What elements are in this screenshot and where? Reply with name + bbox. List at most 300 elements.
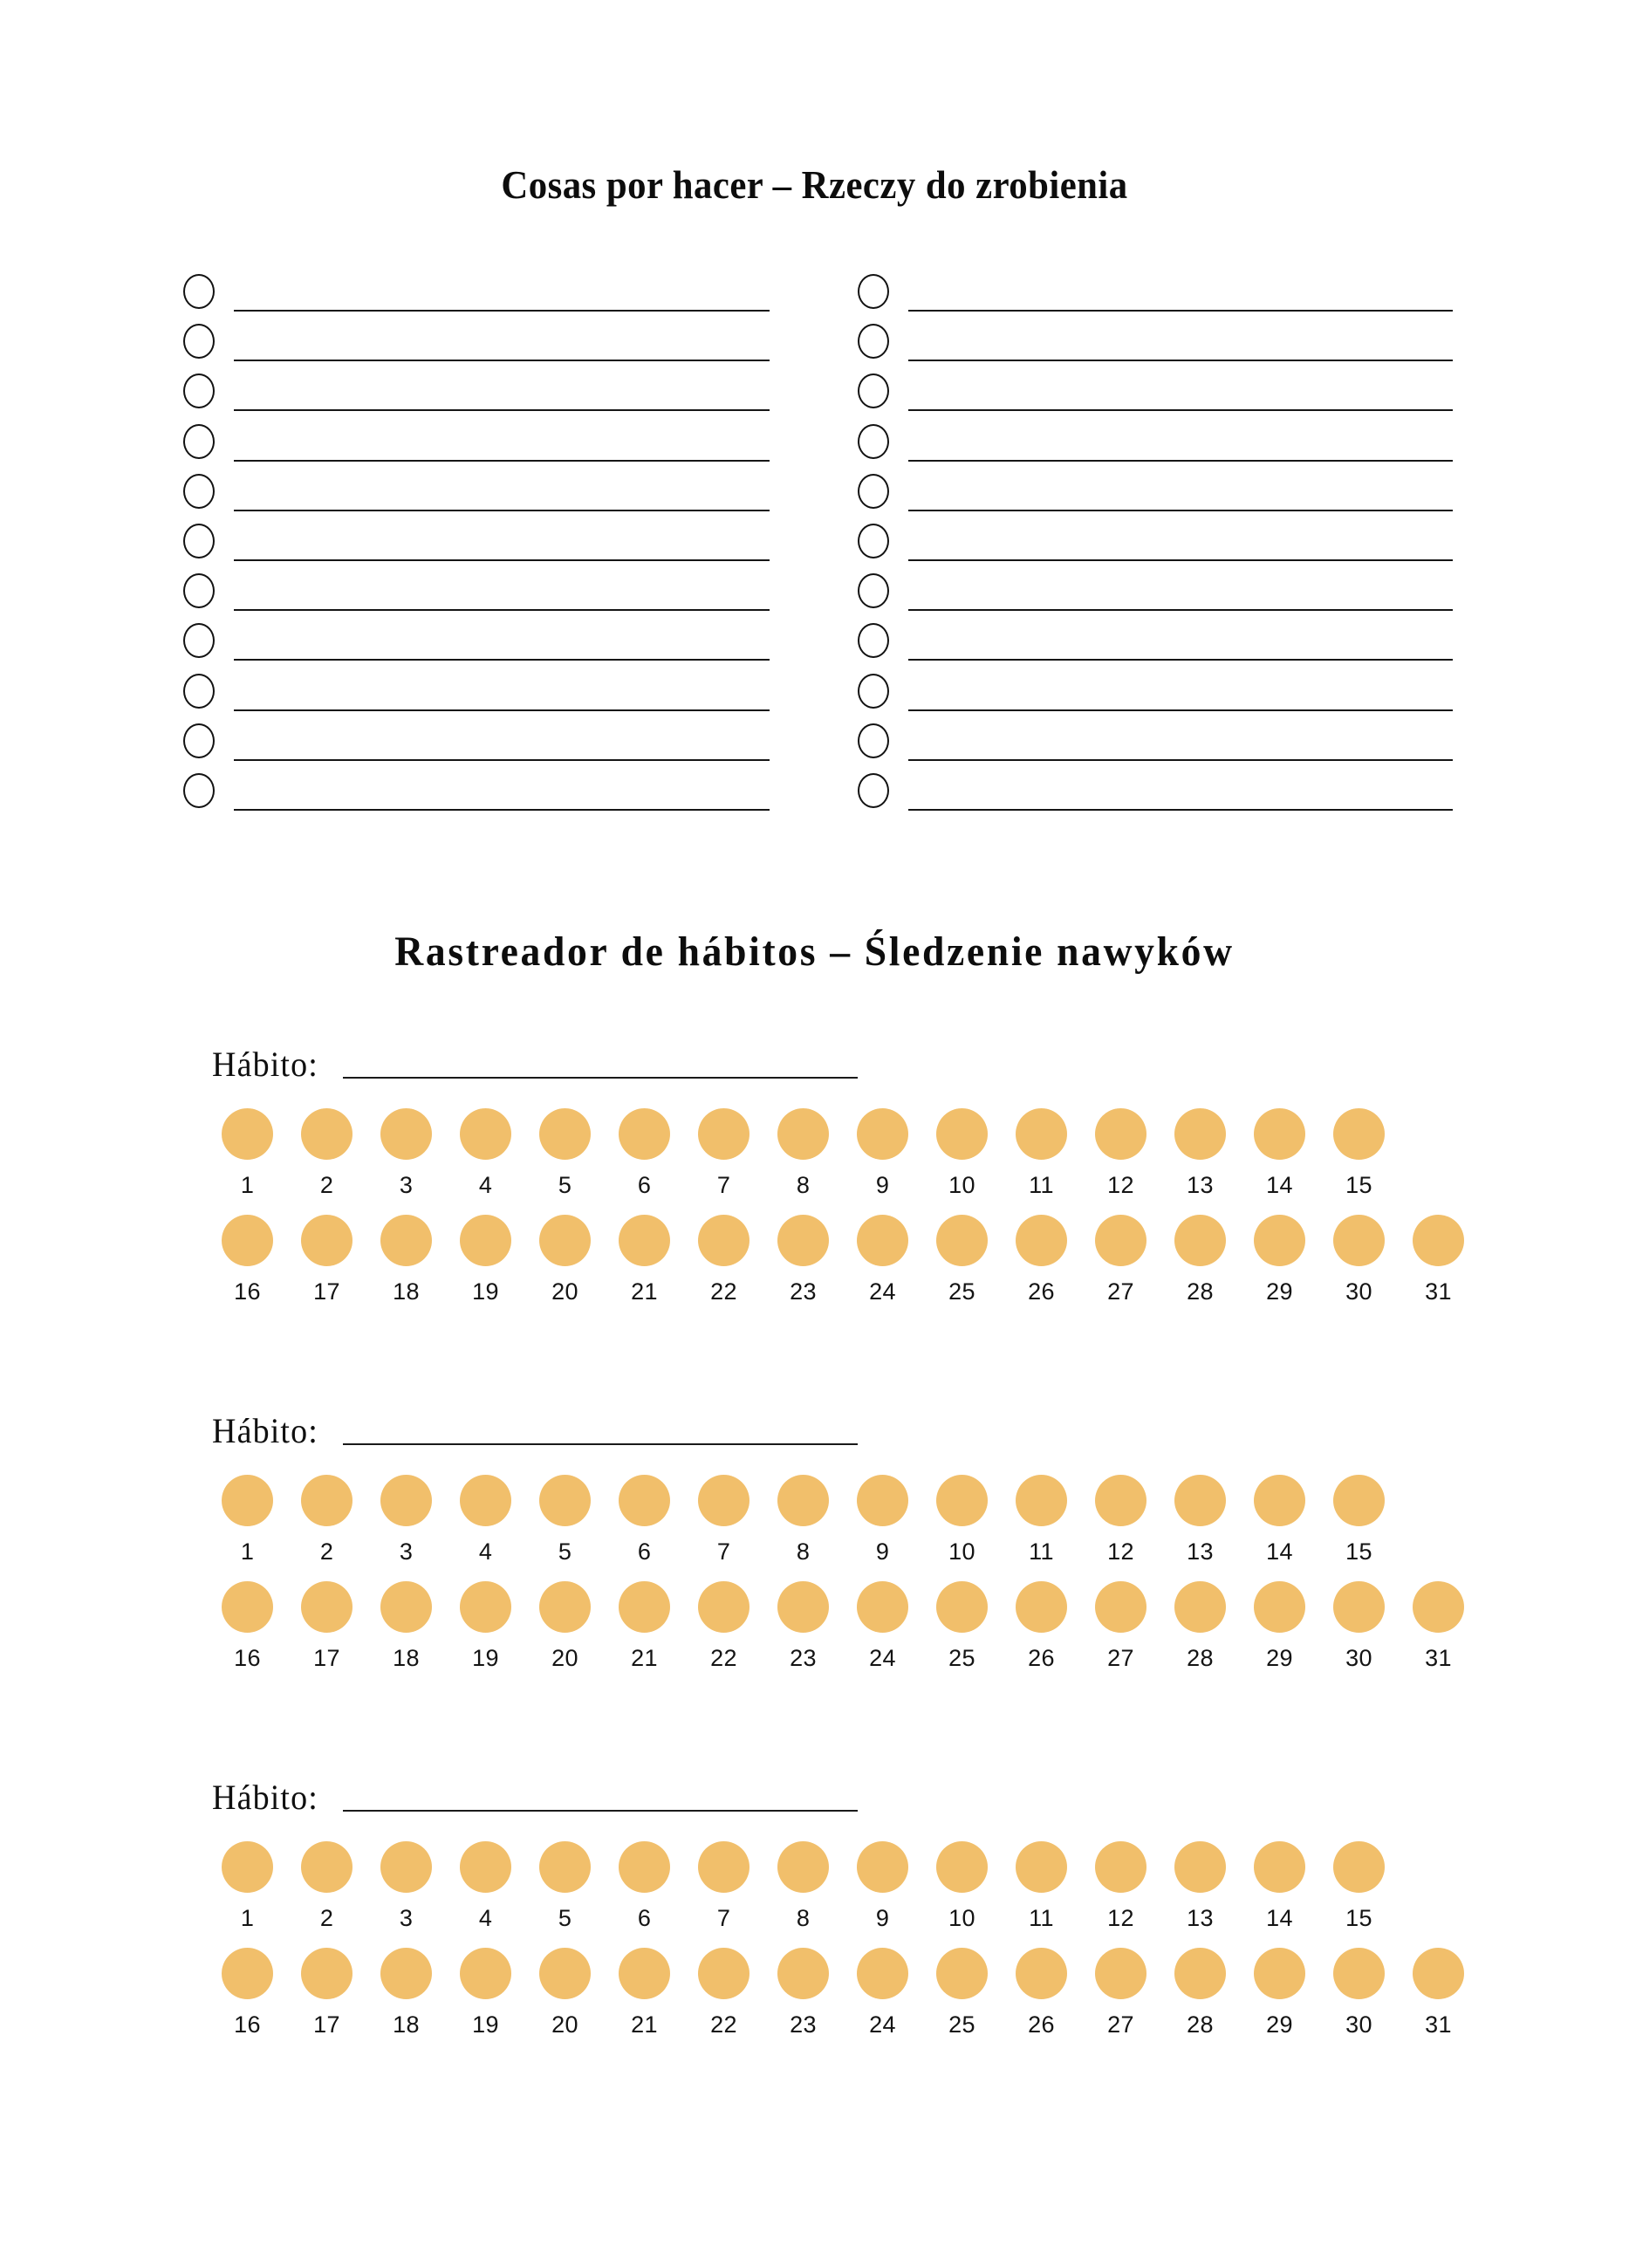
habit-day-cell[interactable] xyxy=(525,1581,605,1670)
habit-day-cell[interactable] xyxy=(843,1948,922,2037)
habit-day-cell[interactable] xyxy=(763,1215,843,1304)
habit-day-dot[interactable] xyxy=(936,1108,988,1160)
checkbox-circle-icon[interactable] xyxy=(183,674,215,709)
habit-day-cell[interactable] xyxy=(287,1841,366,1930)
habit-day-cell[interactable] xyxy=(763,1581,843,1670)
habit-label: Hábito: xyxy=(212,1045,318,1084)
habit-day-dot[interactable] xyxy=(222,1948,273,1999)
habit-day-dot[interactable] xyxy=(698,1841,749,1893)
todo-write-line[interactable] xyxy=(908,460,1453,462)
habit-day-dot[interactable] xyxy=(539,1581,591,1633)
habit-day-cell[interactable] xyxy=(1319,1475,1399,1564)
habit-day-dot[interactable] xyxy=(380,1215,432,1266)
checkbox-circle-icon[interactable] xyxy=(183,773,215,808)
habit-day-number: 14 xyxy=(1266,1172,1293,1198)
habit-name-input-line[interactable] xyxy=(343,1077,858,1079)
todo-write-line[interactable] xyxy=(234,310,770,312)
habit-day-cell[interactable] xyxy=(208,1108,287,1197)
todo-write-line[interactable] xyxy=(908,659,1453,661)
habit-day-dot[interactable] xyxy=(1413,1215,1464,1266)
checkbox-circle-icon[interactable] xyxy=(858,723,889,758)
habit-day-dot[interactable] xyxy=(301,1475,352,1526)
habit-day-cell[interactable] xyxy=(1081,1948,1160,2037)
habit-day-cell[interactable] xyxy=(208,1841,287,1930)
habit-day-cell[interactable] xyxy=(922,1475,1002,1564)
habit-day-number: 18 xyxy=(393,1645,420,1671)
habit-day-dot[interactable] xyxy=(857,1581,908,1633)
checkbox-circle-icon[interactable] xyxy=(858,623,889,658)
habit-day-cell[interactable] xyxy=(1240,1108,1319,1197)
todo-row xyxy=(858,720,1453,770)
habit-label: Hábito: xyxy=(212,1778,318,1817)
habit-day-number: 10 xyxy=(948,1538,975,1565)
todo-write-line[interactable] xyxy=(234,510,770,511)
habit-day-number: 9 xyxy=(875,1538,890,1565)
todo-write-line[interactable] xyxy=(234,460,770,462)
todo-row xyxy=(183,520,770,570)
todo-write-line[interactable] xyxy=(234,709,770,711)
habit-day-cell[interactable] xyxy=(366,1948,446,2037)
todo-write-line[interactable] xyxy=(908,559,1453,561)
habit-day-dot[interactable] xyxy=(619,1215,670,1266)
habit-day-cell[interactable] xyxy=(366,1215,446,1304)
habit-day-number: 19 xyxy=(472,2011,499,2038)
habit-day-cell[interactable] xyxy=(605,1948,684,2037)
habit-day-dot[interactable] xyxy=(619,1581,670,1633)
checkbox-circle-icon[interactable] xyxy=(858,373,889,408)
habit-day-cell[interactable] xyxy=(446,1581,525,1670)
habit-day-dot[interactable] xyxy=(619,1475,670,1526)
habit-day-number: 7 xyxy=(716,1905,731,1931)
habit-day-cell[interactable] xyxy=(684,1108,763,1197)
habit-day-number: 2 xyxy=(319,1538,334,1565)
checkbox-circle-icon[interactable] xyxy=(183,723,215,758)
habit-day-dot[interactable] xyxy=(539,1108,591,1160)
habit-day-cell[interactable] xyxy=(1399,1581,1478,1670)
habit-day-dot[interactable] xyxy=(777,1475,829,1526)
habit-day-dot[interactable] xyxy=(380,1841,432,1893)
habit-day-cell[interactable] xyxy=(1160,1215,1240,1304)
habit-day-cell[interactable] xyxy=(684,1215,763,1304)
habit-day-cell[interactable] xyxy=(1002,1215,1081,1304)
habit-day-cell[interactable] xyxy=(605,1215,684,1304)
habit-day-cell[interactable] xyxy=(366,1581,446,1670)
habit-day-dot[interactable] xyxy=(1095,1215,1146,1266)
habit-day-dot[interactable] xyxy=(1016,1581,1067,1633)
habit-day-row xyxy=(208,1581,1478,1670)
habit-day-cell[interactable] xyxy=(1240,1475,1319,1564)
habit-day-dot[interactable] xyxy=(936,1581,988,1633)
habit-day-number: 14 xyxy=(1266,1538,1293,1565)
habit-day-dot[interactable] xyxy=(301,1108,352,1160)
habit-day-cell[interactable] xyxy=(208,1581,287,1670)
habit-day-cell[interactable] xyxy=(1240,1581,1319,1670)
habit-day-number: 11 xyxy=(1029,1538,1054,1565)
habit-day-cell[interactable] xyxy=(1160,1108,1240,1197)
habit-day-dot[interactable] xyxy=(1333,1108,1385,1160)
habit-day-cell[interactable] xyxy=(525,1475,605,1564)
habit-day-number: 19 xyxy=(472,1278,499,1305)
habit-day-cell[interactable] xyxy=(525,1215,605,1304)
checkbox-circle-icon[interactable] xyxy=(858,274,889,309)
habit-day-dot[interactable] xyxy=(777,1108,829,1160)
todo-section xyxy=(0,0,1629,873)
habit-day-dot[interactable] xyxy=(1333,1581,1385,1633)
habit-day-dot[interactable] xyxy=(1413,1948,1464,1999)
habit-day-cell[interactable] xyxy=(605,1581,684,1670)
checkbox-circle-icon[interactable] xyxy=(858,474,889,509)
checkbox-circle-icon[interactable] xyxy=(858,424,889,459)
habit-tracker-section-title: Rastreador de hábitos – Śledzenie nawyków xyxy=(394,928,1235,975)
habit-day-dot[interactable] xyxy=(380,1108,432,1160)
todo-write-line[interactable] xyxy=(234,809,770,811)
habit-day-dot[interactable] xyxy=(539,1948,591,1999)
habit-name-input-line[interactable] xyxy=(343,1810,858,1812)
habit-day-number: 31 xyxy=(1425,1645,1452,1671)
habit-day-cell[interactable] xyxy=(843,1215,922,1304)
habit-day-number: 3 xyxy=(399,1172,414,1198)
habit-day-cell[interactable] xyxy=(1240,1215,1319,1304)
habit-day-dot[interactable] xyxy=(222,1215,273,1266)
habit-day-cell[interactable] xyxy=(366,1108,446,1197)
habit-day-dot[interactable] xyxy=(1333,1948,1385,1999)
habit-day-dot[interactable] xyxy=(1254,1215,1305,1266)
habit-day-cell[interactable] xyxy=(446,1215,525,1304)
habit-day-number: 1 xyxy=(240,1538,255,1565)
habit-day-cell[interactable] xyxy=(1002,1581,1081,1670)
habit-day-dot[interactable] xyxy=(460,1215,511,1266)
habit-day-cell[interactable] xyxy=(1160,1581,1240,1670)
habit-day-cell[interactable] xyxy=(1160,1475,1240,1564)
habit-day-dot[interactable] xyxy=(222,1108,273,1160)
habit-day-dot[interactable] xyxy=(222,1475,273,1526)
habit-day-cell[interactable] xyxy=(446,1475,525,1564)
habit-day-cell[interactable] xyxy=(843,1108,922,1197)
habit-day-number: 9 xyxy=(875,1172,890,1198)
habit-day-cell[interactable] xyxy=(1081,1215,1160,1304)
todo-write-line[interactable] xyxy=(234,759,770,761)
habit-day-dot[interactable] xyxy=(619,1841,670,1893)
habit-day-cell[interactable] xyxy=(1081,1841,1160,1930)
habit-day-number: 1 xyxy=(240,1905,255,1931)
habit-day-dot[interactable] xyxy=(380,1475,432,1526)
habit-name-input-line[interactable] xyxy=(343,1443,858,1445)
habit-day-cell[interactable] xyxy=(763,1948,843,2037)
habit-day-dot[interactable] xyxy=(777,1841,829,1893)
todo-write-line[interactable] xyxy=(908,360,1453,361)
todo-row xyxy=(183,470,770,520)
habit-day-number: 25 xyxy=(948,1645,975,1671)
habit-day-dot[interactable] xyxy=(936,1841,988,1893)
habit-day-dot[interactable] xyxy=(698,1108,749,1160)
habit-day-number: 4 xyxy=(478,1172,493,1198)
habit-day-cell[interactable] xyxy=(843,1581,922,1670)
todo-row xyxy=(858,670,1453,720)
habit-day-dot[interactable] xyxy=(619,1948,670,1999)
habit-day-dot[interactable] xyxy=(539,1215,591,1266)
habit-day-cell[interactable] xyxy=(1081,1475,1160,1564)
habit-day-number: 21 xyxy=(631,2011,658,2038)
habit-day-number: 27 xyxy=(1107,2011,1134,2038)
habit-day-cell[interactable] xyxy=(605,1108,684,1197)
habit-day-dot[interactable] xyxy=(698,1948,749,1999)
checkbox-circle-icon[interactable] xyxy=(183,623,215,658)
habit-day-number: 15 xyxy=(1345,1538,1372,1565)
habit-day-dot[interactable] xyxy=(1095,1108,1146,1160)
todo-write-line[interactable] xyxy=(234,409,770,411)
habit-day-number: 28 xyxy=(1187,1278,1214,1305)
todo-write-line[interactable] xyxy=(908,809,1453,811)
todo-row xyxy=(183,320,770,370)
habit-day-cell[interactable] xyxy=(922,1581,1002,1670)
habit-day-dot[interactable] xyxy=(301,1581,352,1633)
habit-day-cell[interactable] xyxy=(763,1108,843,1197)
habit-day-cell[interactable] xyxy=(922,1215,1002,1304)
habit-day-cell[interactable] xyxy=(1002,1475,1081,1564)
habit-day-cell[interactable] xyxy=(1002,1108,1081,1197)
checkbox-circle-icon[interactable] xyxy=(183,524,215,558)
checkbox-circle-icon[interactable] xyxy=(183,474,215,509)
habit-day-number: 13 xyxy=(1187,1538,1214,1565)
habit-day-cell[interactable] xyxy=(1160,1841,1240,1930)
habit-day-cell[interactable] xyxy=(287,1215,366,1304)
habit-day-cell[interactable] xyxy=(1240,1841,1319,1930)
habit-day-dot[interactable] xyxy=(380,1581,432,1633)
habit-day-number: 27 xyxy=(1107,1278,1134,1305)
checkbox-circle-icon[interactable] xyxy=(858,674,889,709)
habit-day-cell[interactable] xyxy=(684,1948,763,2037)
habit-day-cell[interactable] xyxy=(525,1841,605,1930)
habit-day-cell[interactable] xyxy=(287,1581,366,1670)
habit-day-cell[interactable] xyxy=(1160,1948,1240,2037)
checkbox-circle-icon[interactable] xyxy=(183,373,215,408)
habit-day-number: 20 xyxy=(551,1278,578,1305)
habit-day-dot[interactable] xyxy=(777,1948,829,1999)
habit-day-number: 23 xyxy=(790,2011,817,2038)
todo-row xyxy=(858,620,1453,669)
habit-day-number: 12 xyxy=(1107,1172,1134,1198)
habit-day-number: 8 xyxy=(796,1905,811,1931)
habit-day-dot[interactable] xyxy=(380,1948,432,1999)
checkbox-circle-icon[interactable] xyxy=(858,324,889,359)
habit-day-number: 15 xyxy=(1345,1905,1372,1931)
habit-day-cell[interactable] xyxy=(287,1108,366,1197)
habit-day-number: 17 xyxy=(313,1278,340,1305)
checkbox-circle-icon[interactable] xyxy=(858,573,889,608)
habit-day-cell[interactable] xyxy=(287,1948,366,2037)
habit-day-cell[interactable] xyxy=(843,1841,922,1930)
todo-row xyxy=(183,720,770,770)
habit-day-dot[interactable] xyxy=(1095,1581,1146,1633)
habit-day-cell[interactable] xyxy=(1319,1581,1399,1670)
habit-day-dot[interactable] xyxy=(1016,1475,1067,1526)
checkbox-circle-icon[interactable] xyxy=(183,274,215,309)
habit-day-dot[interactable] xyxy=(777,1581,829,1633)
habit-day-dot[interactable] xyxy=(1016,1841,1067,1893)
habit-day-dot[interactable] xyxy=(301,1215,352,1266)
habit-day-dot[interactable] xyxy=(222,1841,273,1893)
todo-write-line[interactable] xyxy=(908,310,1453,312)
habit-day-number: 11 xyxy=(1029,1172,1054,1198)
habit-day-cell[interactable] xyxy=(605,1841,684,1930)
habit-day-cell[interactable] xyxy=(366,1841,446,1930)
habit-day-number: 24 xyxy=(869,2011,896,2038)
habit-day-cell[interactable] xyxy=(684,1841,763,1930)
habit-day-dot[interactable] xyxy=(936,1475,988,1526)
todo-write-line[interactable] xyxy=(234,559,770,561)
habit-day-dot[interactable] xyxy=(698,1215,749,1266)
habit-day-cell[interactable] xyxy=(1319,1215,1399,1304)
habit-day-number: 25 xyxy=(948,1278,975,1305)
todo-row xyxy=(183,570,770,620)
habit-day-number: 28 xyxy=(1187,2011,1214,2038)
habit-day-cell[interactable] xyxy=(525,1108,605,1197)
habit-day-dot[interactable] xyxy=(1174,1215,1226,1266)
habit-day-dot[interactable] xyxy=(539,1475,591,1526)
habit-day-cell[interactable] xyxy=(208,1948,287,2037)
habit-day-dot[interactable] xyxy=(460,1841,511,1893)
habit-day-cell[interactable] xyxy=(922,1948,1002,2037)
habit-day-cell[interactable] xyxy=(287,1475,366,1564)
habit-day-dot[interactable] xyxy=(857,1475,908,1526)
todo-row xyxy=(858,470,1453,520)
habit-day-number: 27 xyxy=(1107,1645,1134,1671)
habit-day-cell[interactable] xyxy=(1319,1108,1399,1197)
habit-day-dot[interactable] xyxy=(1254,1475,1305,1526)
todo-write-line[interactable] xyxy=(908,510,1453,511)
habit-day-number: 25 xyxy=(948,2011,975,2038)
habit-day-cell[interactable] xyxy=(446,1108,525,1197)
habit-day-cell[interactable] xyxy=(922,1108,1002,1197)
habit-day-number: 5 xyxy=(558,1538,572,1565)
habit-day-dot[interactable] xyxy=(857,1948,908,1999)
habit-day-dot[interactable] xyxy=(1333,1215,1385,1266)
habit-day-dot[interactable] xyxy=(1174,1475,1226,1526)
habit-day-dot[interactable] xyxy=(1333,1475,1385,1526)
habit-day-cell[interactable] xyxy=(605,1475,684,1564)
habit-day-cell[interactable] xyxy=(1399,1215,1478,1304)
checkbox-circle-icon[interactable] xyxy=(858,773,889,808)
habit-day-dot[interactable] xyxy=(1174,1841,1226,1893)
habit-day-dot[interactable] xyxy=(1413,1581,1464,1633)
habit-day-dot[interactable] xyxy=(857,1841,908,1893)
habit-day-dot[interactable] xyxy=(936,1215,988,1266)
habit-day-cell[interactable] xyxy=(446,1841,525,1930)
habit-day-dot[interactable] xyxy=(1016,1215,1067,1266)
habit-day-number: 30 xyxy=(1345,1278,1372,1305)
habit-day-dot[interactable] xyxy=(1254,1581,1305,1633)
habit-day-row xyxy=(208,1215,1478,1304)
habit-day-cell[interactable] xyxy=(366,1475,446,1564)
habit-day-cell[interactable] xyxy=(684,1475,763,1564)
habit-day-cell[interactable] xyxy=(1081,1581,1160,1670)
habit-day-number: 28 xyxy=(1187,1645,1214,1671)
todo-write-line[interactable] xyxy=(908,609,1453,611)
habit-day-cell[interactable] xyxy=(1081,1108,1160,1197)
todo-write-line[interactable] xyxy=(234,360,770,361)
habit-day-dot[interactable] xyxy=(460,1108,511,1160)
habit-day-cell[interactable] xyxy=(763,1841,843,1930)
todo-write-line[interactable] xyxy=(908,409,1453,411)
habit-day-number: 16 xyxy=(234,2011,261,2038)
habit-day-cell[interactable] xyxy=(763,1475,843,1564)
habit-day-row xyxy=(208,1108,1399,1197)
habit-day-cell[interactable] xyxy=(1319,1841,1399,1930)
todo-row xyxy=(858,271,1453,320)
habit-day-dot[interactable] xyxy=(1174,1948,1226,1999)
habit-name-row xyxy=(212,1394,858,1449)
habit-day-cell[interactable] xyxy=(1240,1948,1319,2037)
checkbox-circle-icon[interactable] xyxy=(183,324,215,359)
habit-day-dot[interactable] xyxy=(1016,1108,1067,1160)
habit-day-dot[interactable] xyxy=(1333,1841,1385,1893)
todo-write-line[interactable] xyxy=(908,709,1453,711)
habit-day-dot[interactable] xyxy=(698,1475,749,1526)
habit-day-dot[interactable] xyxy=(460,1948,511,1999)
habit-day-cell[interactable] xyxy=(922,1841,1002,1930)
habit-day-dot[interactable] xyxy=(936,1948,988,1999)
habit-day-cell[interactable] xyxy=(525,1948,605,2037)
habit-day-dot[interactable] xyxy=(460,1581,511,1633)
checkbox-circle-icon[interactable] xyxy=(858,524,889,558)
habit-day-number: 24 xyxy=(869,1645,896,1671)
checkbox-circle-icon[interactable] xyxy=(183,424,215,459)
habit-day-dot[interactable] xyxy=(1016,1948,1067,1999)
todo-row xyxy=(858,520,1453,570)
habit-day-dot[interactable] xyxy=(1254,1108,1305,1160)
habit-day-dot[interactable] xyxy=(1095,1475,1146,1526)
habit-day-number: 21 xyxy=(631,1278,658,1305)
habit-day-dot[interactable] xyxy=(1254,1948,1305,1999)
habit-day-dot[interactable] xyxy=(539,1841,591,1893)
habit-day-dot[interactable] xyxy=(301,1948,352,1999)
habit-day-dot[interactable] xyxy=(1254,1841,1305,1893)
todo-row xyxy=(858,570,1453,620)
habit-day-dot[interactable] xyxy=(1095,1841,1146,1893)
habit-day-dot[interactable] xyxy=(301,1841,352,1893)
habit-day-number: 2 xyxy=(319,1905,334,1931)
habit-day-cell[interactable] xyxy=(446,1948,525,2037)
habit-day-number: 17 xyxy=(313,2011,340,2038)
habit-day-cell[interactable] xyxy=(843,1475,922,1564)
checkbox-circle-icon[interactable] xyxy=(183,573,215,608)
habit-day-dot[interactable] xyxy=(857,1108,908,1160)
habit-day-dot[interactable] xyxy=(619,1108,670,1160)
habit-day-number: 4 xyxy=(478,1538,493,1565)
habit-day-dot[interactable] xyxy=(857,1215,908,1266)
habit-day-dot[interactable] xyxy=(1174,1108,1226,1160)
todo-write-line[interactable] xyxy=(234,659,770,661)
habit-day-cell[interactable] xyxy=(1399,1948,1478,2037)
todo-write-line[interactable] xyxy=(908,759,1453,761)
habit-day-dot[interactable] xyxy=(1095,1948,1146,1999)
habit-day-dot[interactable] xyxy=(1174,1581,1226,1633)
habit-day-dot[interactable] xyxy=(460,1475,511,1526)
habit-day-cell[interactable] xyxy=(1002,1948,1081,2037)
habit-day-cell[interactable] xyxy=(1319,1948,1399,2037)
habit-day-cell[interactable] xyxy=(208,1475,287,1564)
habit-day-dot[interactable] xyxy=(777,1215,829,1266)
habit-day-number: 13 xyxy=(1187,1905,1214,1931)
habit-day-cell[interactable] xyxy=(684,1581,763,1670)
habit-day-dot[interactable] xyxy=(222,1581,273,1633)
habit-day-number: 29 xyxy=(1266,1278,1293,1305)
habit-day-dot[interactable] xyxy=(698,1581,749,1633)
habit-day-number: 10 xyxy=(948,1172,975,1198)
todo-write-line[interactable] xyxy=(234,609,770,611)
habit-day-cell[interactable] xyxy=(208,1215,287,1304)
habit-day-cell[interactable] xyxy=(1002,1841,1081,1930)
